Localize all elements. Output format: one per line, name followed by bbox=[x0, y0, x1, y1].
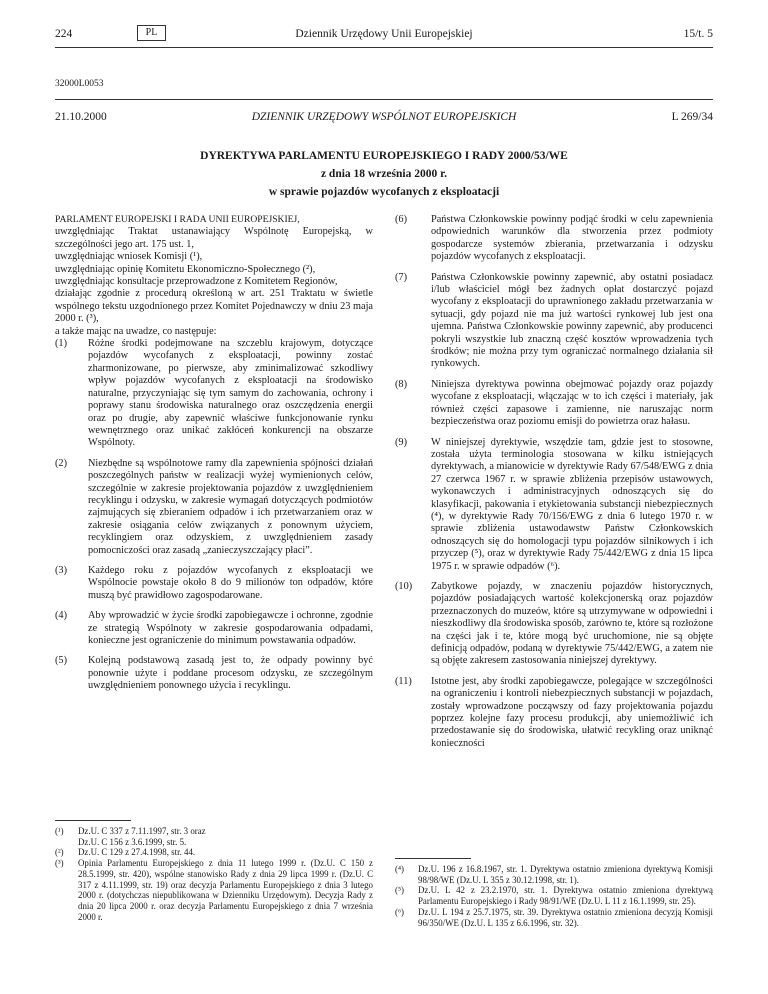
recital-number: (8) bbox=[395, 378, 408, 390]
footnote bbox=[55, 858, 373, 922]
preamble-clause: uwzględniając konsultacje przeprowadzone z Komitetem Regionów, bbox=[55, 276, 338, 288]
footnote-number: (³) bbox=[55, 858, 64, 869]
recital-text: Aby wprowadzić w życie środki zapobiegawcze i ochronne, zgodnie ze strategią Wspólnoty w zakresie gospodarowania odpadami, konieczne jest ograniczenie do minimum powstawania odpadów. bbox=[88, 610, 373, 646]
recital-number: (2) bbox=[55, 457, 68, 469]
recital-text: Państwa Członkowskie powinny podjąć środki w celu zapewnienia odpowiednich warunków dla stworzenia przez podmioty gospodarcze systemów zbierania, przetwarzania i odzysku pojazdów wycofanych z eksploatacji. bbox=[431, 214, 713, 263]
recital-text: Państwa Członkowskie powinny zapewnić, aby ostatni posiadacz i/lub właściciel mógł bez żadnych opłat dostarczyć pojazd wycofany z eksploatacji do uprawnionego zakładu przetwarzania w sytuacji, gdy pojazd nie ma już wartości rynkowej lub jest ona ujemna. Państwa Członkowskie powinny zapewnić, aby producenci pokryli wszystkie lub znaczną część kosztów wprowadzenia tych środków; nie można przy tym ograniczać normalnego działania sił rynkowych. bbox=[431, 271, 713, 370]
recital bbox=[55, 655, 373, 692]
recital bbox=[395, 272, 713, 371]
footnote-text: Dz.U. C 129 z 27.4.1998, str. 44. bbox=[78, 847, 196, 858]
publication-date: 21.10.2000 bbox=[55, 111, 107, 123]
header-rule bbox=[55, 47, 713, 48]
footnote-text: Dz.U. C 337 z 7.11.1997, str. 3 oraz bbox=[78, 826, 206, 836]
recital bbox=[395, 437, 713, 573]
journal-reference: L 269/34 bbox=[671, 111, 713, 123]
recital-text: Istotne jest, aby środki zapobiegawcze, polegające w szczególności na ograniczeniu i kontroli niebezpiecznych substancji w pojazdach, zostały wprowadzone począwszy od fazy projektowania pojazdu poprzez kolejne fazy procesu produkcji, aby uniemożliwić ich przedostawanie się do środowiska, ułatwić recykling oraz uniknąć konieczności bbox=[431, 675, 713, 749]
right-footnotes bbox=[395, 864, 713, 928]
footnote bbox=[395, 864, 713, 885]
directive-date: z dnia 18 września 2000 r. bbox=[320, 168, 448, 180]
directive-subject: w sprawie pojazdów wycofanych z eksploatacji bbox=[268, 186, 500, 198]
left-footnotes bbox=[55, 826, 373, 922]
recital-text: Zabytkowe pojazdy, w znaczeniu pojazdów historycznych, pojazdów posiadających wartość kolekcjonerską oraz pojazdów przeznaczonych do muzeów, które są utrzymywane w odpowiedni i nieszkodliwy dla środowiska sposób, zarówno te, które są rozłożone na części jak i te, które mogą być uruchomione, nie są objęte definicją odpadów, podaną w dyrektywie 75/442/EWG, a zatem nie są objęte zakresem zastosowania niniejszej dyrektywy. bbox=[431, 580, 713, 667]
footnote-text: Dz.U. L 42 z 23.2.1970, str. 1. Dyrektywa ostatnio zmieniona dyrektywą Parlamentu Europejskiego i Rady 98/91/WE (Dz.U. L 11 z 16.1.1999, str. 25). bbox=[418, 885, 713, 907]
preamble-whereas: a także mając na uwadze, co następuje: bbox=[55, 325, 217, 337]
recital bbox=[55, 610, 373, 647]
old-journal-title: DZIENNIK URZĘDOWY WSPÓLNOT EUROPEJSKICH bbox=[251, 111, 517, 123]
footnote bbox=[55, 847, 373, 858]
footnote bbox=[55, 837, 373, 848]
footnote-number: (⁵) bbox=[395, 885, 405, 896]
recital-text: Różne środki podejmowane na szczeblu krajowym, dotyczące pojazdów wycofanych z eksploatacji, powinny zostać zharmonizowane, po pierwsze, aby zminimalizować szkodliwy wpływ pojazdów wycofanych z eksploatacji na środowisko naturalne, przyczyniając się tym samym do zachowania, ochrony i poprawy stanu środowiska naturalnego oraz oszczędzenia energii oraz po drugie, aby zapewnić właściwe funkcjonowanie rynku wewnętrznego oraz unikać zakłóceń konkurencji na obszarze Wspólnoty. bbox=[88, 338, 373, 449]
preamble-clause: uwzględniając Traktat ustanawiający Wspólnotę Europejską, w szczególności jego art. 175 ust. 1, bbox=[55, 226, 373, 250]
recital-text: W niniejszej dyrektywie, wszędzie tam, gdzie jest to stosowne, została użyta terminologia stosowana w kilku istniejących dyrektywach, a mianowicie w dyrektywie Rady 67/548/EWG z dnia 27 czerwca 1967 r. w sprawie zbliżenia przepisów ustawowych, wykonawczych i administracyjnych odnoszących się do klasyfikacji, pakowania i etykietowania substancji niebezpiecznych (⁴), w dyrektywie Rady 70/156/EWG z dnia 6 lutego 1970 r. w sprawie zbliżenia ustawodawstw Państw Członkowskich odnoszących się do homologacji typu pojazdów silnikowych i ich przyczep (⁵), oraz w dyrektywie Rady 75/442/EWG z dnia 15 lipca 1975 r. w sprawie odpadów (⁶). bbox=[431, 436, 713, 572]
footnote bbox=[395, 885, 713, 906]
recital bbox=[395, 676, 713, 750]
footnote-text: Opinia Parlamentu Europejskiego z dnia 11 lutego 1999 r. (Dz.U. C 150 z 28.5.1999, str. 420), wspólne stanowisko Rady z dnia 29 lipca 1999 r. (Dz.U. C 317 z 4.11.1999, str. 19) oraz decyzja Parlamentu Europejskiego z dnia 3 lutego 2000 r. (dotychczas niepublikowana w Dzienniku Urzędowym). Decyzja Rady z dnia 20 lipca 2000 r. oraz decyzja Parlamentu Europejskiego z dnia 7 września 2000 r. bbox=[78, 858, 373, 922]
preamble-clause: uwzględniając opinię Komitetu Ekonomiczno-Społecznego (²), bbox=[55, 263, 316, 275]
footnote-number: (⁴) bbox=[395, 864, 405, 874]
recital bbox=[55, 565, 373, 602]
recital-number: (7) bbox=[395, 271, 408, 283]
recital-text: Kolejną podstawową zasadą jest to, że odpady powinny być ponownie użyte i poddane procesom odzysku, ze szczególnym uwzględnieniem ponownego użycia i recyklingu. bbox=[88, 655, 373, 692]
page-number: 224 bbox=[55, 28, 73, 40]
recital-number: (6) bbox=[395, 214, 408, 225]
footnote-rule bbox=[395, 858, 471, 859]
recital-number: (9) bbox=[395, 436, 408, 448]
preamble-clause: działając zgodnie z procedurą określoną w art. 251 Traktatu w świetle wspólnego tekstu uzgodnionego przez Komitet Pojednawczy w dniu 23 maja 2000 r. (³), bbox=[55, 288, 373, 325]
recital-number: (5) bbox=[55, 655, 68, 667]
recital-number: (3) bbox=[55, 564, 68, 576]
language-badge: PL bbox=[137, 25, 166, 41]
footnote-text: Dz.U. L 194 z 25.7.1975, str. 39. Dyrektywa ostatnio zmieniona decyzją Komisji 96/350/WE (Dz.U. L 135 z 6.6.1996, str. 32). bbox=[418, 906, 713, 928]
recital bbox=[55, 338, 373, 450]
recital-text: Każdego roku z pojazdów wycofanych z eksploatacji we Wspólnocie powstaje około 8 do 9 milionów ton odpadów, które muszą być prawidłowo zagospodarowane. bbox=[88, 564, 373, 601]
footnote-number: (⁶) bbox=[395, 906, 405, 917]
directive-title: DYREKTYWA PARLAMENTU EUROPEJSKIEGO I RADY 2000/53/WE bbox=[200, 150, 568, 162]
document-code: 32000L0053 bbox=[55, 79, 104, 89]
recital bbox=[55, 458, 373, 557]
code-rule bbox=[55, 99, 713, 100]
footnote-text: Dz.U. 196 z 16.8.1967, str. 1. Dyrektywa ostatnio zmieniona dyrektywą Komisji 98/98/WE (Dz.U. L 355 z 30.12.1998, str. 1). bbox=[418, 864, 713, 885]
recital-number: (1) bbox=[55, 338, 68, 350]
left-column bbox=[55, 214, 373, 701]
recital bbox=[395, 379, 713, 429]
journal-title: Dziennik Urzędowy Unii Europejskiej bbox=[295, 28, 473, 40]
recital-text: Niezbędne są wspólnotowe ramy dla zapewnienia spójności działań poszczególnych państw w realizacji wyżej wymienionych celów, szczególnie w zakresie projektowania pojazdów z uwzględnieniem recyklingu i odzysku, w zakresie wymagań dotyczących podmiotów zajmujących się zbieraniem odpadów i ich przetwarzaniem oraz w zakresie osiągania celów związanych z ponownym użyciem, recyklingiem oraz odzyskiem, z uwzględnieniem zasady pomocniczości oraz zasadą „zanieczyszczający płaci”. bbox=[88, 457, 373, 556]
recital-number: (4) bbox=[55, 610, 68, 622]
recital bbox=[395, 214, 713, 264]
footnote-number: (¹) bbox=[55, 826, 64, 836]
volume-number: 15/t. 5 bbox=[683, 28, 713, 40]
footnote bbox=[55, 826, 373, 837]
preamble-institutions: PARLAMENT EUROPEJSKI I RADA UNII EUROPEJSKIEJ, bbox=[55, 214, 300, 225]
footnote-rule bbox=[55, 820, 131, 821]
recital-number: (10) bbox=[395, 580, 413, 592]
footnote-number: (²) bbox=[55, 847, 64, 858]
recital-number: (11) bbox=[395, 675, 412, 687]
preamble-clause: uwzględniając wniosek Komisji (¹), bbox=[55, 251, 203, 263]
recital-text: Niniejsza dyrektywa powinna obejmować pojazdy oraz pojazdy wycofane z eksploatacji, włączając w to ich części i materiały, jak również części zapasowe i zamienne, nie naruszając norm bezpieczeństwa oraz poziomu emisji do powietrza oraz hałasu. bbox=[431, 378, 713, 428]
recital bbox=[395, 581, 713, 668]
right-column bbox=[395, 214, 713, 758]
footnote-text: Dz.U. C 156 z 3.6.1999, str. 5. bbox=[78, 836, 187, 847]
footnote bbox=[395, 907, 713, 928]
